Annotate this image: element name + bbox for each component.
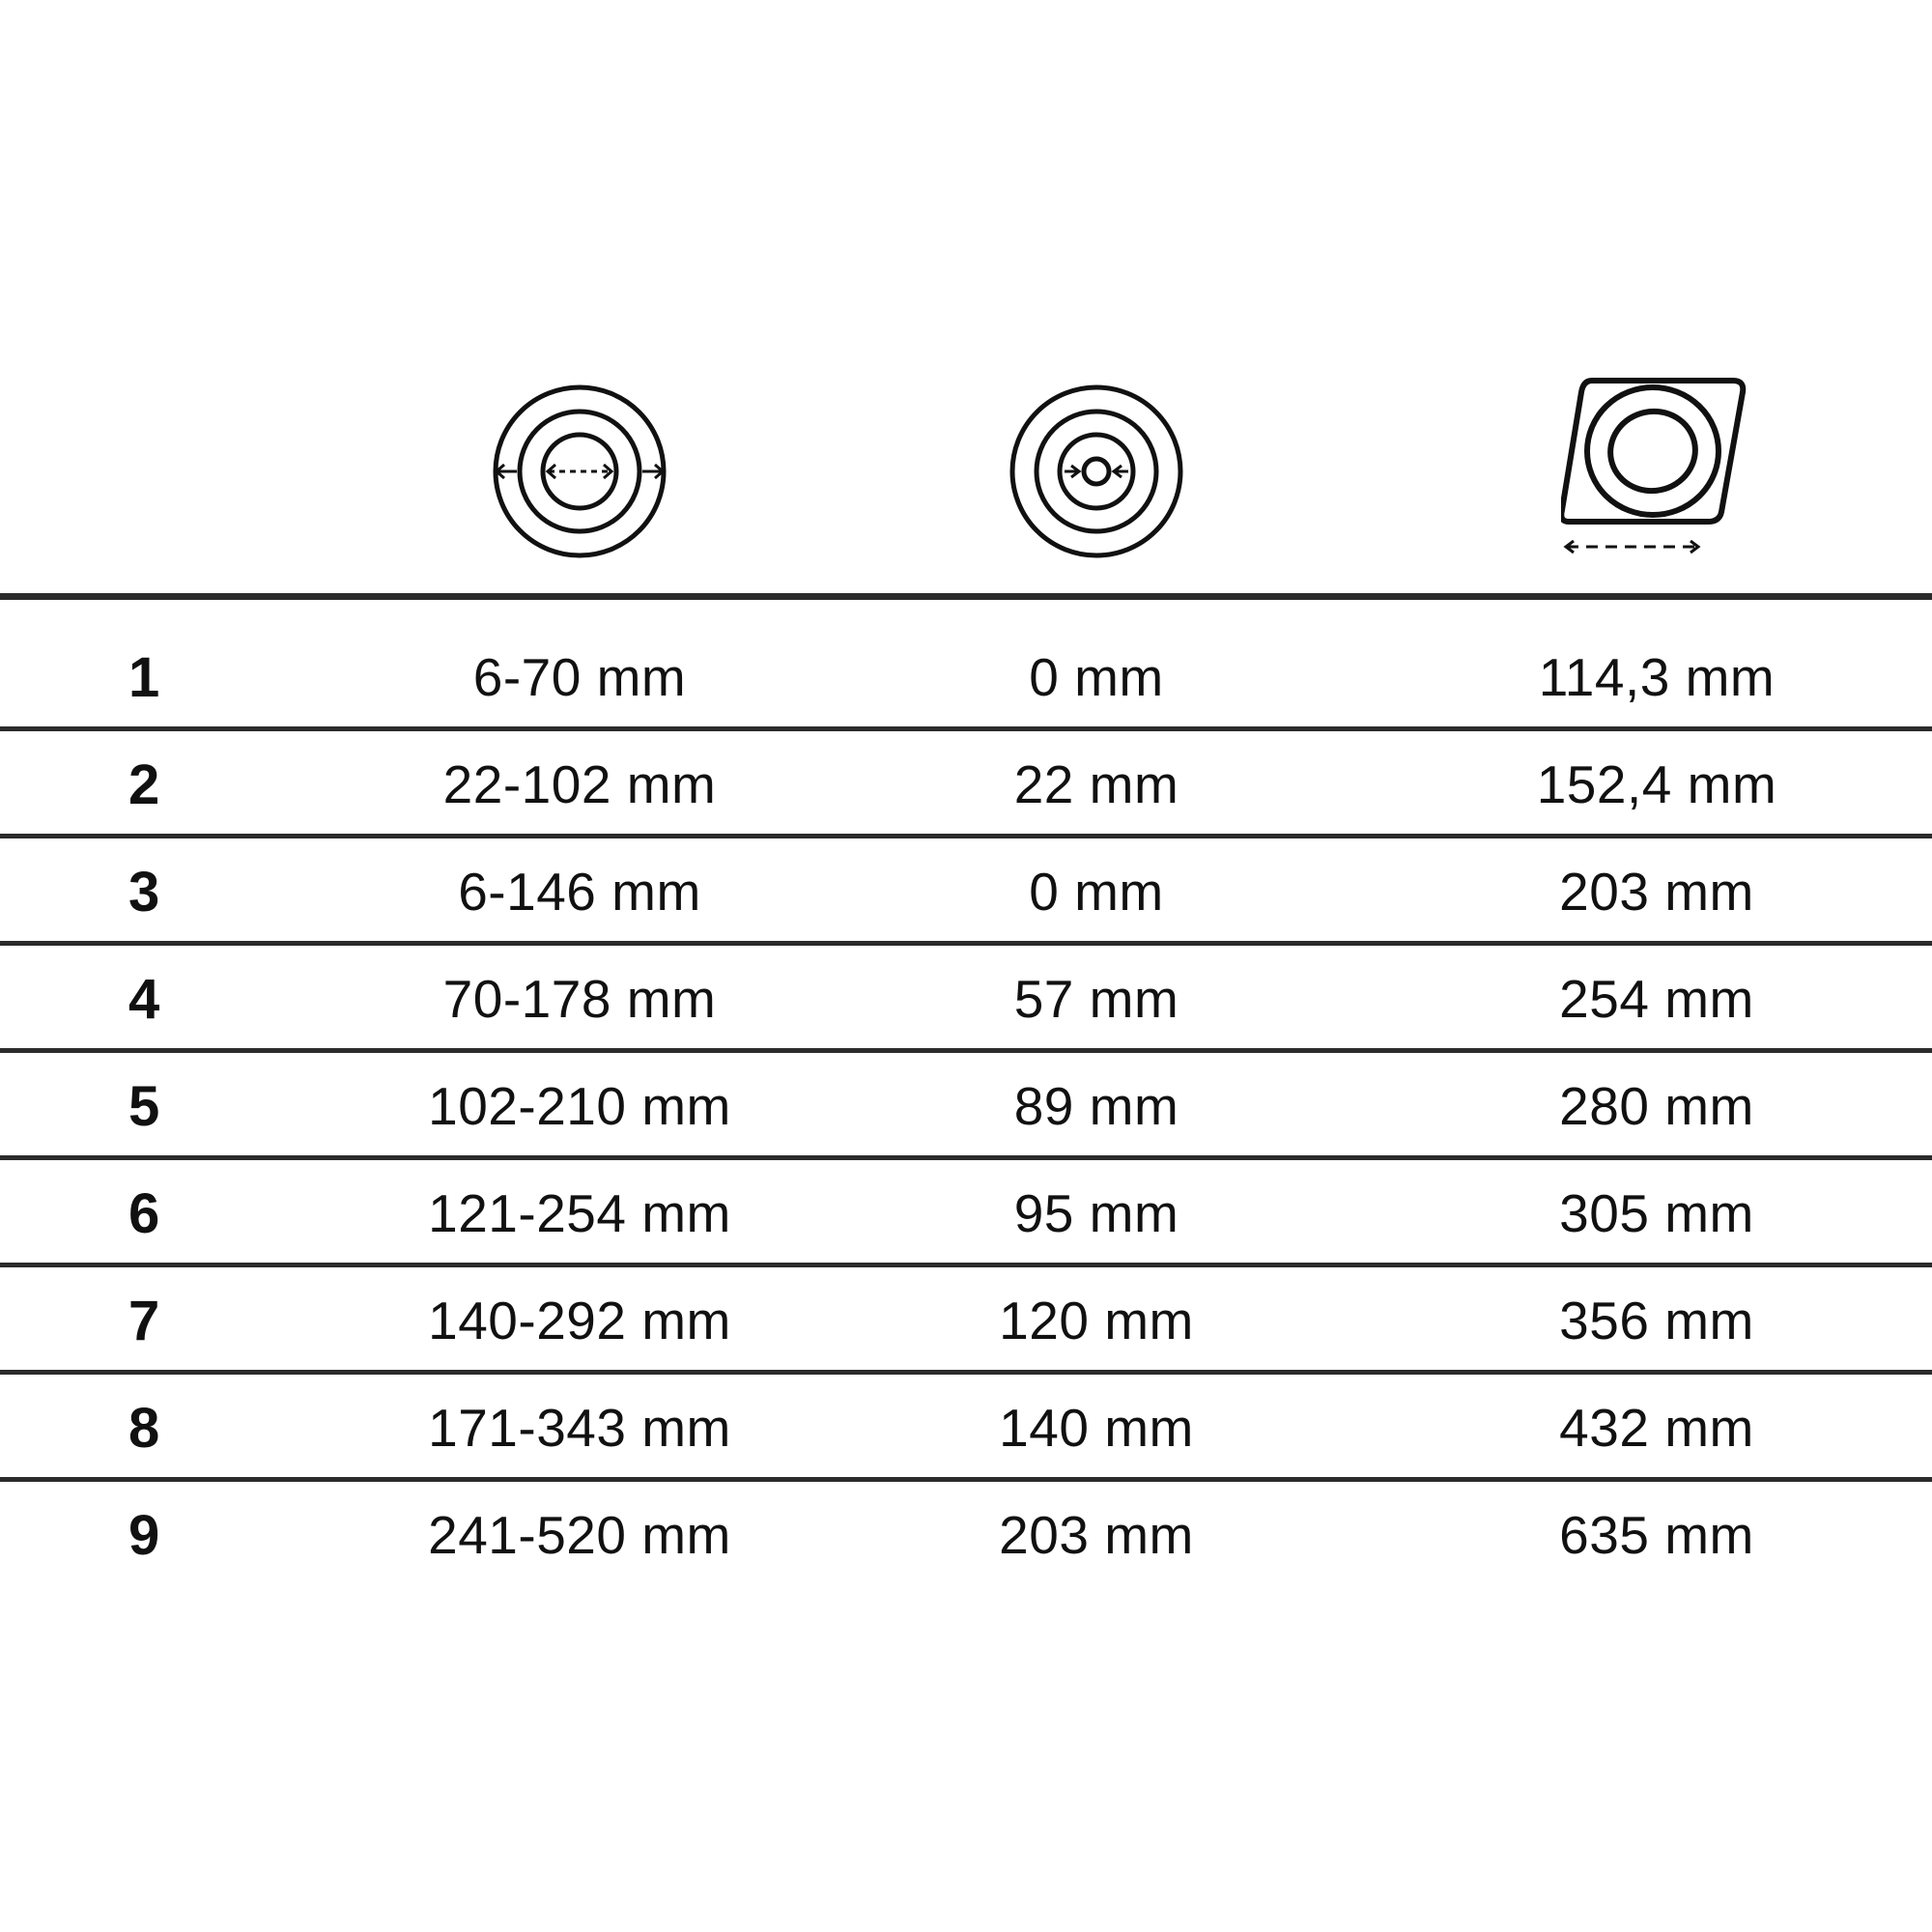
- table-row: [0, 1379, 1932, 1487]
- bore-range-cell: 121-254 mm: [428, 1183, 731, 1243]
- row-divider: [0, 1370, 1932, 1375]
- recess-cell: 57 mm: [1013, 969, 1179, 1029]
- table-row: [0, 843, 1932, 951]
- header-divider: [0, 593, 1932, 600]
- row-number: 2: [128, 753, 160, 816]
- row-number: 8: [128, 1396, 160, 1460]
- row-divider: [0, 1263, 1932, 1267]
- outer-diameter-cell: 356 mm: [1559, 1291, 1754, 1350]
- table-row: [0, 1487, 1932, 1594]
- bore-range-cell: 102-210 mm: [428, 1076, 731, 1136]
- recess-cell: 203 mm: [999, 1505, 1194, 1565]
- center-recess-icon: [1005, 380, 1188, 563]
- recess-cell: 0 mm: [1029, 862, 1164, 922]
- bore-range-cell: 171-343 mm: [428, 1398, 731, 1458]
- recess-cell: 89 mm: [1013, 1076, 1179, 1136]
- bore-range-cell: 6-70 mm: [472, 647, 687, 707]
- row-number: 5: [128, 1074, 160, 1138]
- outer-diameter-cell: 254 mm: [1559, 969, 1754, 1029]
- row-divider: [0, 834, 1932, 838]
- outer-diameter-cell: 203 mm: [1559, 862, 1754, 922]
- row-number: 4: [128, 967, 160, 1031]
- recess-cell: 140 mm: [999, 1398, 1194, 1458]
- row-divider: [0, 726, 1932, 731]
- outer-diameter-icon: [1561, 375, 1754, 568]
- table-row: [0, 736, 1932, 843]
- table-row: [0, 1165, 1932, 1272]
- table-row: [0, 951, 1932, 1058]
- bore-diameter-icon: [488, 380, 671, 563]
- recess-cell: 95 mm: [1013, 1183, 1179, 1243]
- outer-diameter-cell: 635 mm: [1559, 1505, 1754, 1565]
- row-divider: [0, 1155, 1932, 1160]
- row-divider: [0, 1477, 1932, 1482]
- row-divider: [0, 1048, 1932, 1053]
- table-row: [0, 1058, 1932, 1165]
- row-divider: [0, 941, 1932, 946]
- outer-diameter-cell: 305 mm: [1559, 1183, 1754, 1243]
- recess-cell: 0 mm: [1029, 647, 1164, 707]
- outer-diameter-cell: 280 mm: [1559, 1076, 1754, 1136]
- outer-diameter-cell: 152,4 mm: [1536, 754, 1777, 814]
- bore-range-cell: 70-178 mm: [442, 969, 717, 1029]
- row-number: 9: [128, 1503, 160, 1567]
- bore-range-cell: 22-102 mm: [442, 754, 717, 814]
- recess-cell: 22 mm: [1013, 754, 1179, 814]
- row-number: 1: [128, 645, 160, 709]
- outer-diameter-cell: 114,3 mm: [1538, 647, 1776, 707]
- table-row: [0, 629, 1932, 736]
- bore-range-cell: 6-146 mm: [458, 862, 701, 922]
- bore-range-cell: 241-520 mm: [428, 1505, 731, 1565]
- table-row: [0, 1272, 1932, 1379]
- bore-range-cell: 140-292 mm: [428, 1291, 731, 1350]
- row-number: 7: [128, 1289, 160, 1352]
- outer-diameter-cell: 432 mm: [1559, 1398, 1754, 1458]
- recess-cell: 120 mm: [999, 1291, 1194, 1350]
- row-number: 3: [128, 860, 160, 923]
- row-number: 6: [128, 1181, 160, 1245]
